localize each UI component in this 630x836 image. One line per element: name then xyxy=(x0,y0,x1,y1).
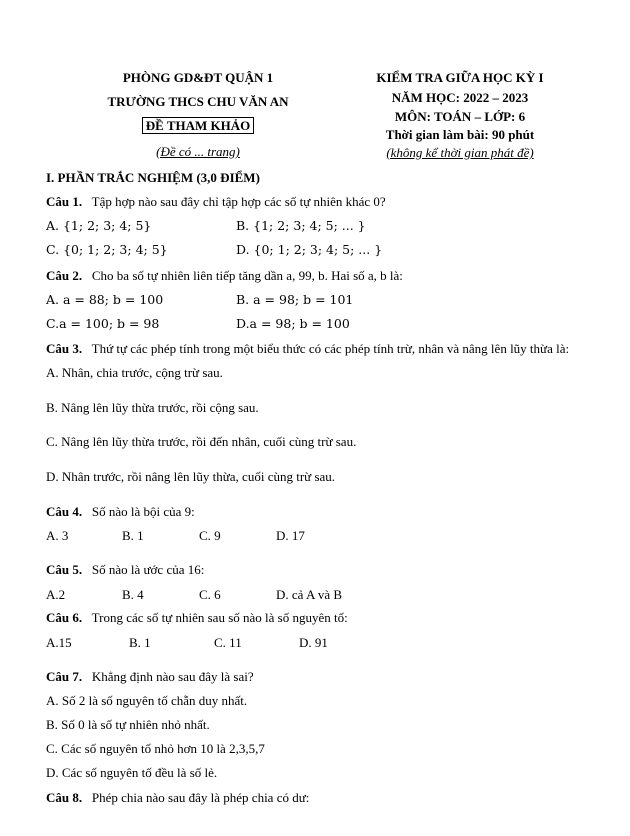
question-5 xyxy=(46,562,204,578)
option-d: D.a = 98; b = 100 xyxy=(236,316,350,331)
question-2 xyxy=(46,268,403,284)
option-b: B. 1 xyxy=(129,635,151,650)
option-b: B. {1; 2; 3; 4; 5; ... } xyxy=(236,218,366,233)
page-count-wrap xyxy=(104,144,292,160)
duration-note-wrap xyxy=(360,145,560,161)
question-number: Câu 6. xyxy=(46,610,83,625)
page-count: (Đề có ... trang) xyxy=(156,144,240,159)
option-b: B. a = 98; b = 101 xyxy=(236,292,354,307)
option-b: B. Nâng lên lũy thừa trước, rồi cộng sau. xyxy=(46,400,259,415)
subject-grade: MÔN: TOÁN – LỚP: 6 xyxy=(394,109,526,124)
question-text: Khẳng định nào sau đây là sai? xyxy=(91,669,254,684)
option-b: B. Số 0 là số tự nhiên nhỏ nhất. xyxy=(46,717,210,732)
option-d: D. {0; 1; 2; 3; 4; 5; ... } xyxy=(236,242,383,257)
option-a: A.2 xyxy=(46,587,66,602)
question-number: Câu 8. xyxy=(46,790,83,805)
question-6 xyxy=(46,610,348,626)
option-b: B. 1 xyxy=(122,528,144,543)
question-number: Câu 7. xyxy=(46,669,83,684)
question-text: Số nào là bội của 9: xyxy=(91,504,195,519)
option-d: D. Nhân trước, rồi nâng lên lũy thừa, cuối cùng trừ sau. xyxy=(46,469,336,484)
question-number: Câu 5. xyxy=(46,562,83,577)
school-year: NĂM HỌC: 2022 – 2023 xyxy=(391,90,529,105)
question-text: Cho ba số tự nhiên liên tiếp tăng dần a, 99, b. Hai số a, b là: xyxy=(91,268,403,283)
section-title: I. PHẦN TRẮC NGHIỆM (3,0 ĐIỂM) xyxy=(46,170,260,185)
option-d: D. 91 xyxy=(299,635,328,650)
exam-badge-wrap xyxy=(104,118,292,134)
option-c: C. 9 xyxy=(199,528,221,543)
question-number: Câu 1. xyxy=(46,194,83,209)
option-d: D. 17 xyxy=(276,528,305,543)
question-1 xyxy=(46,194,386,210)
question-text: Phép chia nào sau đây là phép chia có dư: xyxy=(91,790,310,805)
option-c: C. {0; 1; 2; 3; 4; 5} xyxy=(46,242,168,257)
exam-badge: ĐỀ THAM KHẢO xyxy=(142,117,255,134)
option-c: C.a = 100; b = 98 xyxy=(46,316,160,331)
exam-duration: Thời gian làm bài: 90 phút xyxy=(385,127,535,142)
option-c: C. Các số nguyên tố nhỏ hơn 10 là 2,3,5,7 xyxy=(46,741,265,756)
question-number: Câu 4. xyxy=(46,504,83,519)
option-a: A.15 xyxy=(46,635,72,650)
option-a: A. Số 2 là số nguyên tố chẵn duy nhất. xyxy=(46,693,248,708)
option-a: A. {1; 2; 3; 4; 5} xyxy=(46,218,152,233)
question-4 xyxy=(46,504,195,520)
duration-note: (không kể thời gian phát đề) xyxy=(386,145,534,160)
school-name: TRƯỜNG THCS CHU VĂN AN xyxy=(107,94,289,109)
question-3 xyxy=(46,341,569,357)
option-d: D. cả A và B xyxy=(276,587,343,602)
option-c: C. 11 xyxy=(214,635,242,650)
exam-title: KIỂM TRA GIỮA HỌC KỲ I xyxy=(376,70,544,85)
question-text: Số nào là ước của 16: xyxy=(91,562,205,577)
question-7 xyxy=(46,669,254,685)
office-name: PHÒNG GD&ĐT QUẬN 1 xyxy=(122,70,274,85)
question-text: Thứ tự các phép tính trong một biểu thức có các phép tính trừ, nhân và nâng lên lũy thừa là: xyxy=(91,341,570,356)
option-a: A. a = 88; b = 100 xyxy=(46,292,164,307)
question-number: Câu 2. xyxy=(46,268,83,283)
option-a: A. Nhân, chia trước, cộng trừ sau. xyxy=(46,365,223,380)
question-text: Tập hợp nào sau đây chỉ tập hợp các số tự nhiên khác 0? xyxy=(91,194,386,209)
option-c: C. Nâng lên lũy thừa trước, rồi đến nhân, cuối cùng trừ sau. xyxy=(46,434,357,449)
option-a: A. 3 xyxy=(46,528,69,543)
option-b: B. 4 xyxy=(122,587,144,602)
question-8 xyxy=(46,790,309,806)
option-c: C. 6 xyxy=(199,587,221,602)
question-text: Trong các số tự nhiên sau số nào là số nguyên tố: xyxy=(91,610,348,625)
option-d: D. Các số nguyên tố đều là số lẻ. xyxy=(46,765,218,780)
question-number: Câu 3. xyxy=(46,341,83,356)
